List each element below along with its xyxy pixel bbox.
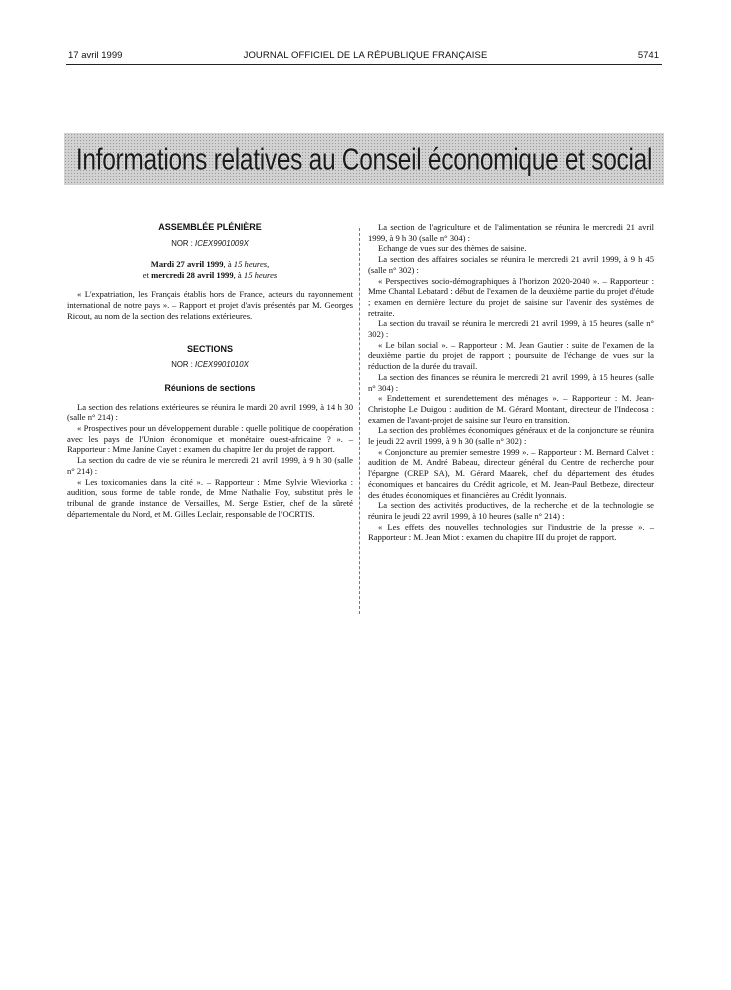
paragraph: « Prospectives pour un développement durable : quelle politique de coopération avec les pays de l'Union économique et monétaire ouest-africaine ? ». – Rapporteur : Mme Janine Cayet : examen du chapitre Ier du projet de rapport. — [67, 423, 353, 455]
nor-label: NOR : — [171, 360, 193, 370]
page-number: 5741 — [637, 50, 659, 61]
nor-label: NOR : — [171, 238, 193, 248]
date2-sep: , à — [233, 270, 244, 281]
paragraph: La section de l'agriculture et de l'alimentation se réunira le mercredi 21 avril 1999, à 9 h 30 (salle n° 304) : — [368, 222, 654, 243]
right-column — [368, 222, 654, 543]
paragraph: Echange de vues sur des thèmes de saisine. — [378, 243, 527, 254]
paragraph: La section des problèmes économiques généraux et de la conjoncture se réunira le jeudi 22 avril 1999, à 9 h 30 (salle n° 302) : — [368, 425, 654, 447]
nor-code: ICEX9901010X — [195, 360, 249, 370]
date1-day: Mardi 27 avril 1999 — [150, 259, 224, 270]
paragraph: « Perspectives socio-démographiques à l'horizon 2020-2040 ». – Rapporteur : Mme Chantal Lebatard : début de l'examen de la deuxième partie du projet d'étude ; examen en dernière lecture du projet de saisine sur l'avenir des systèmes de retraite. — [368, 275, 654, 318]
paragraph: « Les effets des nouvelles technologies sur l'industrie de la presse ». – Rapporteur : M. Jean Miot : examen du chapitre III du projet de rapport. — [368, 521, 654, 543]
banner-title: Informations relatives au Conseil économique et social — [75, 143, 653, 177]
nor-code: ICEX9901009X — [195, 238, 249, 248]
paragraph: La section du cadre de vie se réunira le mercredi 21 avril 1999, à 9 h 30 (salle n° 214) : — [67, 455, 353, 476]
assembly-date-2 — [67, 270, 353, 281]
paragraph: « Le bilan social ». – Rapporteur : M. Jean Gautier : suite de l'examen de la deuxième partie du projet de rapport ; poursuite de l'échange de vues sur la réduction de la durée du travail. — [368, 339, 654, 372]
paragraph: La section des relations extérieures se réunira le mardi 20 avril 1999, à 14 h 30 (salle n° 214) : — [67, 401, 353, 423]
header-rule — [66, 64, 662, 65]
assembly-nor — [67, 239, 353, 250]
date1-sep: , à — [223, 259, 234, 270]
assembly-text: « L'expatriation, les Français établis hors de France, acteurs du rayonnement international de notre pays ». – Rapport et projet d'avis présentés par M. Georges Ricout, au nom de la section des relations extérieures. — [67, 289, 353, 321]
left-column — [67, 222, 353, 519]
date1-time: 15 heures — [233, 259, 268, 270]
date2-pre: et — [142, 270, 152, 281]
paragraph: « Endettement et surendettement des ménages ». – Rapporteur : M. Jean-Christophe Le Duigou : audition de M. Gérard Montant, directeur de l'Indecosa : examen de l'avant-projet de saisine sur l'euro en transition. — [368, 393, 654, 425]
assembly-heading: ASSEMBLÉE PLÉNIÈRE — [158, 222, 262, 232]
date2-day: mercredi 28 avril 1999 — [151, 270, 234, 281]
journal-title: JOURNAL OFFICIEL DE LA RÉPUBLIQUE FRANÇAISE — [243, 50, 488, 61]
date1-end: , — [267, 259, 270, 270]
paragraph: La section des affaires sociales se réunira le mercredi 21 avril 1999, à 9 h 45 (salle n° 302) : — [368, 254, 654, 275]
header-date: 17 avril 1999 — [68, 50, 123, 61]
paragraph: « Conjoncture au premier semestre 1999 ». – Rapporteur : M. Bernard Calvet : audition de M. André Babeau, directeur général du Centre de recherche pour l'épargne (CREP SA), M. Gérard Maarek, chef du département des études économiques et bancaires du Crédit agricole, et M. Jean-Paul Betbeze, directeur des études économiques et financières au Crédit lyonnais. — [368, 446, 654, 500]
column-divider — [359, 228, 360, 614]
paragraph: La section des activités productives, de la recherche et de la technologie se réunira le jeudi 22 avril 1999, à 10 heures (salle n° 214) : — [368, 500, 654, 521]
paragraph: La section des finances se réunira le mercredi 21 avril 1999, à 15 heures (salle n° 304) : — [368, 371, 654, 393]
reunions-heading: Réunions de sections — [164, 382, 256, 393]
assembly-date-1 — [67, 259, 353, 270]
paragraph: La section du travail se réunira le mercredi 21 avril 1999, à 15 heures (salle n° 302) : — [368, 318, 654, 340]
paragraph: « Les toxicomanies dans la cité ». – Rapporteur : Mme Sylvie Wieviorka : audition, sous forme de table ronde, de Mme Nathalie Foy, substitut près le tribunal de grande instance de Versailles, M. Serge Estier, chef de la sûreté départementale du Nord, et M. Gilles Leclair, responsable de l'OCRTIS. — [67, 476, 353, 519]
date2-time: 15 heures — [243, 270, 278, 281]
sections-nor — [67, 360, 353, 371]
sections-heading: SECTIONS — [186, 343, 233, 354]
